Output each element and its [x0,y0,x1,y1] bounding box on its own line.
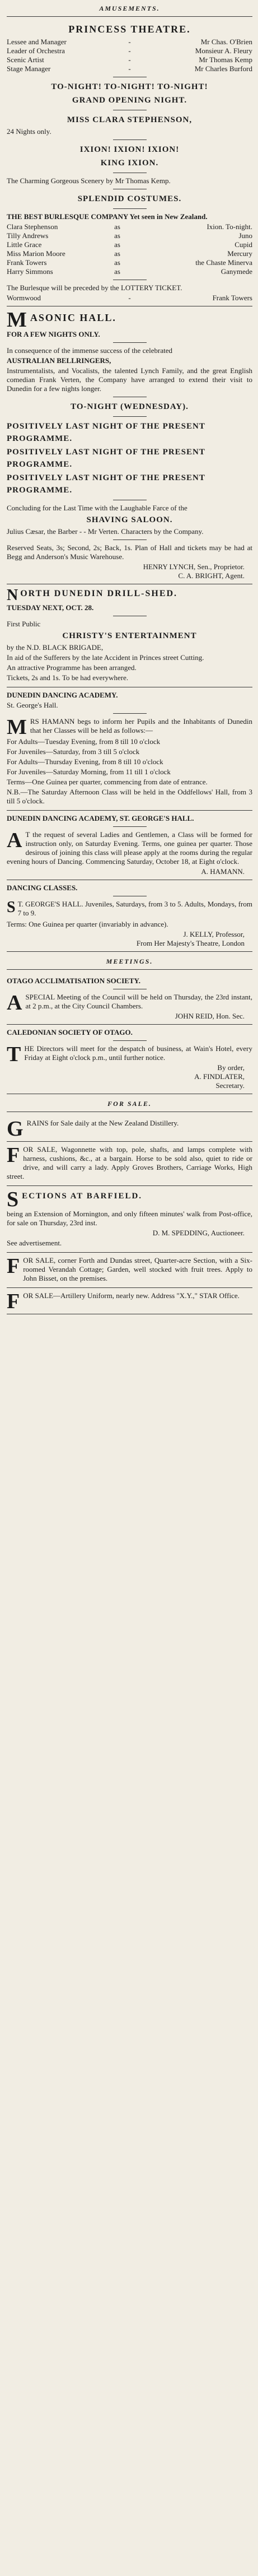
academy-title: DUNEDIN DANCING ACADEMY. [7,691,118,699]
few-nights: FOR A FEW NIGHTS ONLY. [7,330,100,338]
sale-text: OR SALE, corner Forth and Dundas street, Quarter-acre Section, with a Six-roomed Verandah Cottage; Garden, well stocked with fruit trees. Apply to John Bisset, on the premises. [23,1256,252,1282]
divider [7,16,252,17]
academy-2-title: DUNEDIN DANCING ACADEMY, ST. GEORGE'S HALL. [7,814,194,822]
cast-row: Frank Towers as the Chaste Minerva [7,258,252,267]
nights-only: 24 Nights only. [7,127,51,136]
masonic-hall-title: ASONIC HALL. [30,312,116,323]
classes-terms: Terms: One Guinea per quarter (invariably in advance). [7,920,168,928]
concluding-line: Concluding for the Last Time with the Laughable Farce of the [7,504,187,512]
caledonian-sig: A. FINDLATER, [194,1072,245,1081]
staff-row: Leader of Orchestra - Monsieur A. Fleury [7,47,252,55]
masonic-paragraph: Instrumentalists, and Vocalists, the talented Lynch Family, and the great English comedian Frank Verten, the Company have arranged to extend their visit to Dunedin for a few nights longer. [7,366,252,393]
cast-row: Clara Stephenson as Ixion. To-night. [7,222,252,231]
scenery-note: The Charming Gorgeous Scenery by Mr Thomas Kemp. [7,176,171,185]
barfield-see: See advertisement. [7,1239,62,1247]
academy-2-text: T the request of several Ladies and Gentlemen, a Class will be formed for instruction only, on Saturday Evening. Terms, one guinea per quarter. Those desirous of joining this class will please apply at the rooms during the regular evening hours of Dancing. Commencing Saturday, October 18, at Eight o'clock. [7,830,252,866]
for-sale-header: FOR SALE. [107,1100,152,1108]
divider [113,713,147,714]
reserved-seats: Reserved Seats, 3s; Second, 2s; Back, 1s. Plan of Hall and tickets may be had at Begg and Anderson's Music Warehouse. [7,543,252,561]
drop-cap: G [7,1117,24,1141]
masonic-hall-ad [7,306,252,584]
positively-line: POSITIVELY LAST NIGHT OF THE PRESENT PROGRAMME. [7,473,205,495]
drop-cap: A [7,991,22,1015]
sale-ad [7,1115,252,1142]
sale-text: RAINS for Sale daily at the New Zealand Distillery. [26,1119,179,1127]
grand-opening: GRAND OPENING NIGHT. [72,96,187,105]
barfield-ad [7,1186,252,1253]
divider [113,1040,147,1041]
staff-row: Scenic Artist - Mr Thomas Kemp [7,55,252,64]
costumes-line: SPLENDID COSTUMES. [77,194,182,203]
event-date: TUESDAY NEXT, OCT. 28. [7,603,94,612]
cast-row: Miss Marion Moore as Mercury [7,249,252,258]
king-ixion: KING IXION. [100,159,159,168]
classes-text: T. GEORGE'S HALL. Juveniles, Saturdays, from 3 to 5. Adults, Mondays, from 7 to 9. [17,900,252,917]
bellringers-name: AUSTRALIAN BELLRINGERS, [7,356,111,365]
caledonian-role: Secretary. [215,1081,245,1090]
caledonian-ad [7,1025,252,1094]
divider [7,969,252,970]
aid-line: In aid of the Sufferers by the late Accident in Princes street Cutting. [7,653,204,662]
divider [113,416,147,417]
classes-from: From Her Majesty's Theatre, London [136,939,245,947]
dancing-academy-2-ad [7,811,252,880]
to-night-line: TO-NIGHT! TO-NIGHT! TO-NIGHT! [51,82,208,91]
drill-shed-ad [7,584,252,687]
positively-line: POSITIVELY LAST NIGHT OF THE PRESENT PROGRAMME. [7,422,205,443]
characters-line: Julius Cæsar, the Barber - - Mr Verten. Characters by the Company. [7,527,204,536]
acclimatisation-ad [7,973,252,1025]
caledonian-by-order: By order, [217,1063,245,1072]
class-line: For Adults—Tuesday Evening, from 8 till 10 o'clock [7,737,161,746]
tonight-wednesday: TO-NIGHT (WEDNESDAY). [71,402,189,411]
academy-2-sig: A. HAMANN. [201,867,245,876]
class-line: For Juveniles—Saturday Morning, from 11 till 1 o'clock [7,768,171,776]
terms-line: Terms—One Guinea per quarter, commencing from date of entrance. [7,778,208,786]
cast-row: Tilly Andrews as Juno [7,231,252,240]
divider [113,208,147,209]
cast-row: Harry Simmons as Ganymede [7,267,252,276]
divider [113,342,147,343]
class-line: For Juveniles—Saturday, from 3 till 5 o'clock [7,747,140,756]
barfield-text: being an Extension of Mornington, and only fifteen minutes' walk from Post-office, for sale on Thursday, 23rd inst. [7,1210,252,1227]
nb-line: N.B.—The Saturday Afternoon Class will be held in the Oddfellows' Hall, from 3 till 5 o'clock. [7,788,252,805]
consequence-line: In consequence of the immense success of the celebrated [7,346,172,355]
programme-line: An attractive Programme has been arranged. [7,663,137,672]
sale-text: OR SALE, Wagonnette with top, pole, shafts, and lamps complete with harness, cushions, &c., at a bargain. Horse to be sold also, quiet to ride or drive, and will carry a lady. Apply Groves Brothers, Carriage Works, High street. [7,1145,252,1180]
caledonian-title: CALEDONIAN SOCIETY OF OTAGO. [7,1028,133,1036]
barfield-sig: D. M. SPEDDING, Auctioneer. [152,1229,245,1237]
lottery-cast-row: Wormwood - Frank Towers [7,294,252,302]
first-public: First Public [7,620,41,628]
brigade-line: by the N.D. BLACK BRIGADE, [7,643,104,652]
sale-ad [7,1253,252,1288]
dancing-academy-ad [7,687,252,811]
drill-shed-title: ORTH DUNEDIN DRILL-SHED. [20,589,178,598]
drop-cap: T [7,1043,21,1066]
academy-intro: RS HAMANN begs to inform her Pupils and the Inhabitants of Dunedin that her Classes will be held as follows:— [30,717,252,734]
positively-line: POSITIVELY LAST NIGHT OF THE PRESENT PROGRAMME. [7,448,205,469]
ixion-line: IXION! IXION! IXION! [79,145,180,154]
princess-theatre-ad [7,20,252,306]
drop-cap: M [7,308,27,332]
classes-sig: J. KELLY, Professor, [183,930,245,938]
dancing-classes-title: DANCING CLASSES. [7,884,78,892]
meetings-header: MEETINGS. [106,957,153,965]
staff-row: Stage Manager - Mr Charles Burford [7,64,252,73]
drop-cap: S [7,899,16,916]
drop-cap: A [7,829,22,852]
academy-hall: St. George's Hall. [7,701,58,709]
cast-row: Little Grace as Cupid [7,240,252,249]
proprietor-sig: HENRY LYNCH, Sen., Proprietor. [143,562,245,571]
sale-text: OR SALE—Artillery Uniform, nearly new. Address "X.Y.," STAR Office. [23,1291,240,1300]
sale-ad [7,1288,252,1314]
divider [113,826,147,827]
star-name: MISS CLARA STEPHENSON, [67,115,193,124]
preceded-note: The Burlesque will be preceded by the LOTTERY TICKET. [7,283,182,292]
christy-title: CHRISTY'S ENTERTAINMENT [62,631,197,640]
acclimatisation-title: OTAGO ACCLIMATISATION SOCIETY. [7,977,140,985]
drop-cap: F [7,1290,20,1313]
amusements-header: AMUSEMENTS. [99,4,160,12]
staff-row: Lessee and Manager - Mr Chas. O'Brien [7,38,252,46]
acclimatisation-text: SPECIAL Meeting of the Council will be held on Thursday, the 23rd instant, at 2 p.m., at the City Council Chambers. [25,993,252,1010]
princess-theatre-title: PRINCESS THEATRE. [68,24,191,35]
acclimatisation-sig: JOHN REID, Hon. Sec. [175,1012,245,1020]
drop-cap: F [7,1254,20,1278]
caledonian-text: HE Directors will meet for the despatch of business, at Wain's Hotel, every Friday at Eight o'clock p.m., until further notice. [24,1044,252,1062]
tickets-line: Tickets, 2s and 1s. To be had everywhere. [7,673,129,682]
shaving-saloon: SHAVING SALOON. [86,515,173,524]
drop-cap: F [7,1143,20,1167]
barfield-title: ECTIONS AT BARFIELD. [22,1192,143,1201]
drop-cap: S [7,1188,19,1211]
sale-ad [7,1142,252,1186]
agent-sig: C. A. BRIGHT, Agent. [178,571,245,580]
cast-list [7,222,252,276]
class-line: For Adults—Thursday Evening, from 8 till 10 o'clock [7,757,163,766]
dancing-classes-ad [7,880,252,952]
drop-cap: M [7,715,27,739]
company-line: THE BEST BURLESQUE COMPANY Yet seen in New Zealand. [7,212,208,221]
staff-list [7,38,252,73]
drop-cap: N [7,587,18,604]
